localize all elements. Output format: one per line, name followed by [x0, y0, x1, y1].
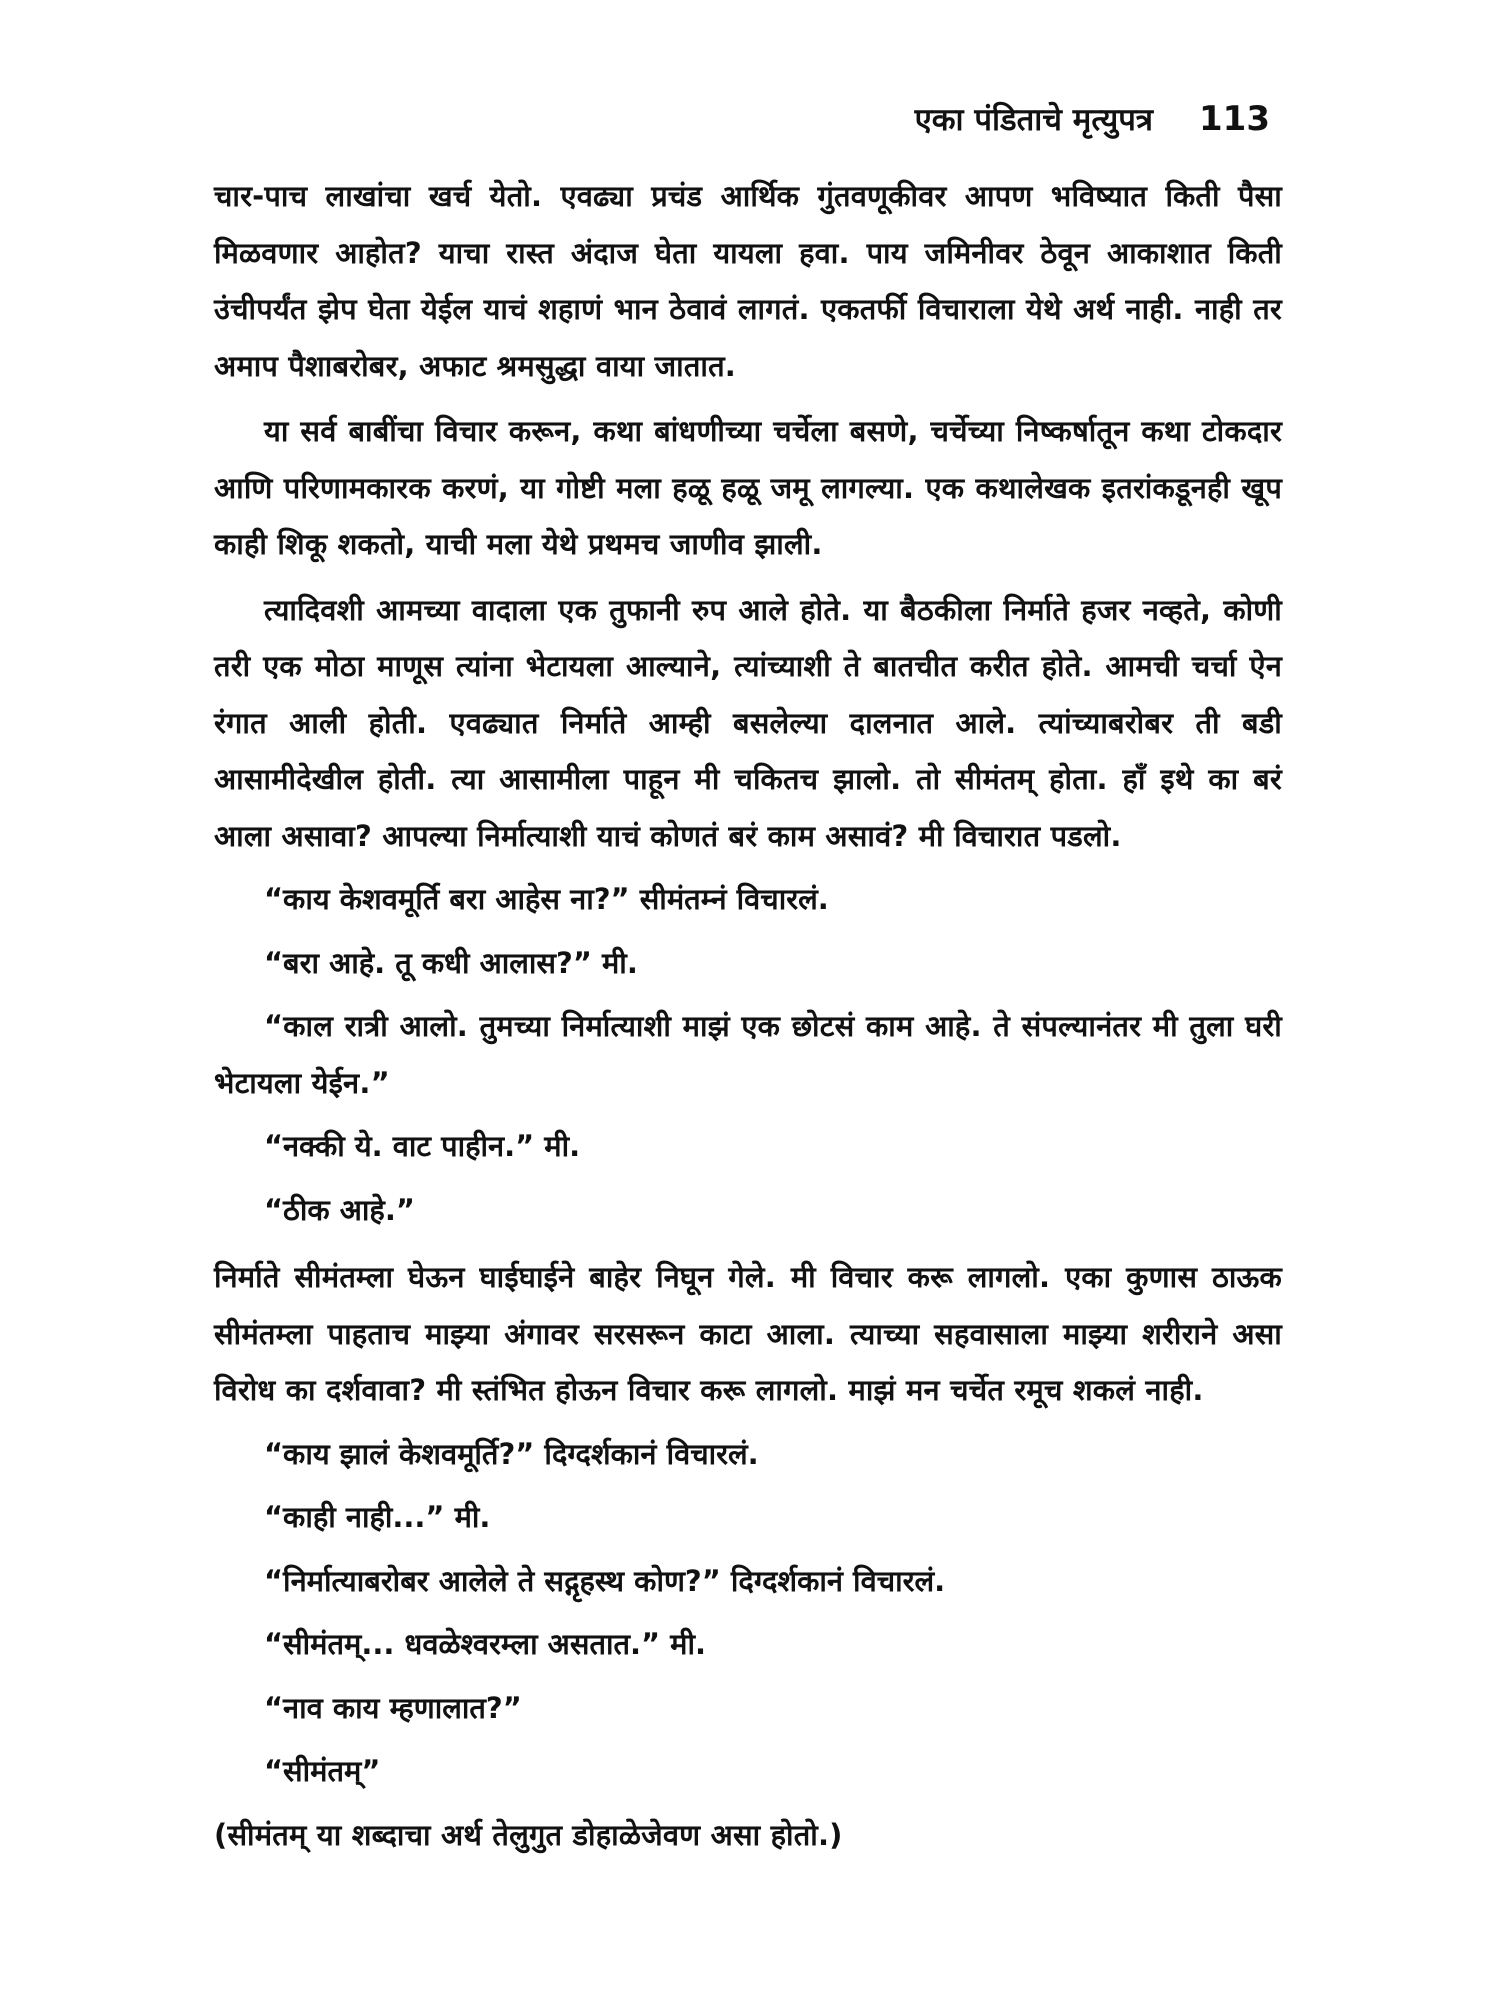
dialogue-line: “सीमंतम्... धवळेश्वरम्ला असतात.” मी.: [264, 1627, 707, 1661]
dialogue-line: “नाव काय म्हणालात?”: [264, 1690, 522, 1725]
dialogue-line: “बरा आहे. तू कधी आलास?” मी.: [264, 945, 638, 980]
dialogue-line: “काय केशवमूर्ति बरा आहेस ना?” सीमंतम्नं विचारलं.: [264, 882, 829, 916]
running-header: [915, 98, 1270, 140]
paragraph-1: चार-पाच लाखांचा खर्च येतो. एवढ्या प्रचंड आर्थिक गुंतवणूकीवर आपण भविष्यात किती पैसा मिळवणार आहोत? याचा रास्त अंदाज घेता यायला हवा. पाय जमिनीवर ठेवून आकाशात किती उंचीपर्यंत झेप घेता येईल याचं शहाणं भान ठेवावं लागतं. एकतर्फी विचाराला येथे अर्थ नाही. नाही तर अमाप पैशाबरोबर, अफाट श्रमसुद्धा वाया जातात.: [214, 179, 1282, 383]
paragraph-4: निर्माते सीमंतम्ला घेऊन घाईघाईने बाहेर निघून गेले. मी विचार करू लागलो. एका कुणास ठाऊक सीमंतम्ला पाहताच माझ्या अंगावर सरसरून काटा आला. त्याच्या सहवासाला माझ्या शरीराने असा विरोध का दर्शवावा? मी स्तंभित होऊन विचार करू लागलो. माझं मन चर्चेत रमूच शकलं नाही.: [214, 1260, 1282, 1407]
paragraph-3: त्यादिवशी आमच्या वादाला एक तुफानी रुप आले होते. या बैठकीला निर्माते हजर नव्हते, कोणी तरी एक मोठा माणूस त्यांना भेटायला आल्याने, त्यांच्याशी ते बातचीत करीत होते. आमची चर्चा ऐन रंगात आली होती. एवढ्यात निर्माते आम्ही बसलेल्या दालनात आले. त्यांच्याबरोबर ती बडी आसामीदेखील होती. त्या आसामीला पाहून मी चकितच झालो. तो सीमंतम् होता. हाँ इथे का बरं आला असावा? आपल्या निर्मात्याशी याचं कोणतं बरं काम असावं? मी विचारात पडलो.: [214, 592, 1282, 853]
dialogue-line: “सीमंतम्”: [264, 1754, 381, 1788]
footnote-line: (सीमंतम् या शब्दाचा अर्थ तेलुगुत डोहाळेजेवण असा होतो.): [214, 1817, 843, 1852]
body-text: [214, 168, 1282, 1863]
paragraph-2: या सर्व बाबींचा विचार करून, कथा बांधणीच्या चर्चेला बसणे, चर्चेच्या निष्कर्षातून कथा टोकदार आणि परिणामकारक करणं, या गोष्टी मला हळू हळू जमू लागल्या. एक कथालेखक इतरांकडूनही खूप काही शिकू शकतो, याची मला येथे प्रथमच जाणीव झाली.: [214, 414, 1282, 561]
dialogue-line: “काही नाही...” मी.: [264, 1500, 491, 1534]
dialogue-line: “नक्की ये. वाट पाहीन.” मी.: [264, 1129, 581, 1163]
running-title: एका पंडिताचे मृत्युपत्र: [914, 102, 1154, 138]
dialogue-line: “निर्मात्याबरोबर आलेले ते सद्गृहस्थ कोण?” दिग्दर्शकानं विचारलं.: [264, 1563, 946, 1598]
dialogue-line: “काय झालं केशवमूर्ति?” दिग्दर्शकानं विचारलं.: [264, 1436, 759, 1471]
page-number: 113: [1199, 99, 1270, 139]
dialogue-paragraph: “काल रात्री आलो. तुमच्या निर्मात्याशी माझं एक छोटसं काम आहे. ते संपल्यानंतर मी तुला घरी भेटायला येईन.”: [214, 1009, 1282, 1100]
dialogue-line: “ठीक आहे.”: [264, 1192, 415, 1227]
